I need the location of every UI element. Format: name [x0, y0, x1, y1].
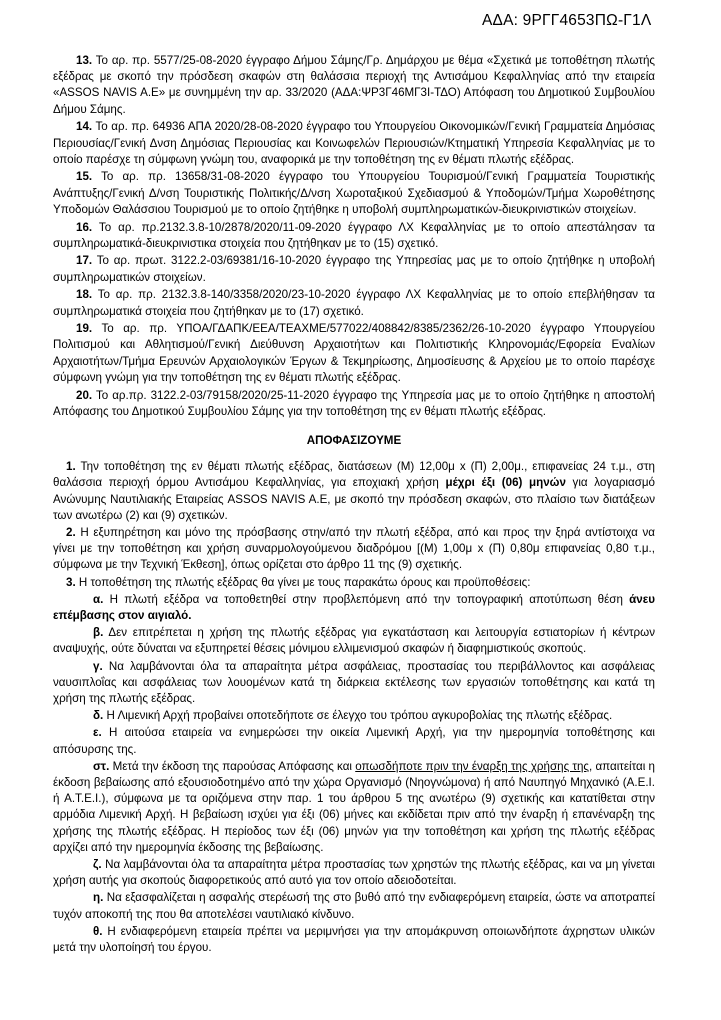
reference-number: 20.: [76, 388, 93, 402]
condition-beta: [53, 625, 655, 657]
condition-underlined-text: οπωσδήποτε πριν την έναρξη της χρήσης της: [355, 759, 590, 773]
condition-text: Να εξασφαλίζεται η ασφαλής στερέωσή της στο βυθό από την ενδιαφερόμενη εταιρεία, ώστε να αποτραπεί τυχόν αποκοπή της που θα αποτελέσει ναυτιλιακό κίνδυνο.: [53, 891, 655, 921]
condition-text: Η πλωτή εξέδρα να τοποθετηθεί στην προβλεπόμενη από την τοπογραφική αποτύπωση θέση: [109, 592, 630, 606]
condition-eta: [53, 890, 655, 922]
condition-letter: θ.: [93, 924, 103, 938]
condition-text: Η ενδιαφερόμενη εταιρεία πρέπει να μεριμνήσει για την απομάκρυνση οποιωνδήποτε άχρηστων υλικών μετά την υλοποίησή του έργου.: [53, 924, 655, 955]
reference-item: [53, 253, 655, 285]
condition-letter: γ.: [93, 659, 103, 673]
condition-alpha: [53, 592, 655, 624]
condition-text: Η αιτούσα εταιρεία να ενημερώσει την οικεία Λιμενική Αρχή, για την ημερομηνία τοποθέτησης και απόσυρσης της.: [53, 726, 655, 756]
reference-item: [53, 169, 655, 218]
decision-item-3: [53, 575, 655, 591]
decision-item-1: [53, 459, 655, 524]
reference-text: Το αρ. πρ. 64936 ΑΠΑ 2020/28-08-2020 έγγραφο του Υπουργείου Οικονομικών/Γενική Γραμματεία Δημόσιας Περιουσίας/Γενική Δνση Δημόσιας Περιουσίας και Κοινωφελών Περιουσιών/Κτηματική Υπηρεσία Κεφαλληνίας με το οποίο παρέσχε τη σύμφωνη γνώμη του, αναφορικά με την τοποθέτηση της εν θέματι πλωτής εξέδρας.: [53, 120, 655, 166]
condition-letter: ε.: [93, 726, 102, 740]
condition-st: [53, 759, 655, 856]
reference-text: Το αρ. πρ. 2132.3.8-140/3358/2020/23-10-2020 έγγραφο ΛΧ Κεφαλληνίας με το οποίο επεβλήθησαν τα συμπληρωματικά στοιχεία που ζητήθηκαν με το (17) σχετικό.: [53, 288, 655, 318]
reference-text: Το αρ.πρ. 3122.2-03/79158/2020/25-11-2020 έγγραφο της Υπηρεσία μας με το οποίο ζητήθηκε η αποστολή Απόφασης του Δημοτικού Συμβουλίου Σάμης για την τοποθέτηση της εν θέματι πλωτής εξέδρας.: [53, 388, 655, 418]
reference-number: 14.: [76, 120, 93, 134]
reference-item: [53, 321, 655, 386]
condition-text: Η Λιμενική Αρχή προβαίνει οποτεδήποτε σε έλεγχο του τρόπου αγκυροβολίας της πλωτής εξέδρας.: [106, 709, 613, 723]
condition-text: Μετά την έκδοση της παρούσας Απόφασης και: [112, 759, 356, 773]
reference-number: 16.: [76, 220, 93, 234]
condition-letter: δ.: [93, 709, 104, 723]
condition-letter: η.: [93, 891, 104, 905]
reference-number: 18.: [76, 288, 93, 302]
reference-number: 13.: [76, 54, 93, 67]
decision-bold-text: μέχρι έξι (06) μηνών: [445, 476, 566, 490]
condition-letter: α.: [93, 592, 104, 606]
condition-text: Να λαμβάνονται όλα τα απαραίτητα μέτρα προστασίας των χρηστών της πλωτής εξέδρας, και να μη γίνεται χρήση αυτής για σκοπούς διαφορετικούς από αυτό για τον οποίο αδειοδοτείται.: [53, 858, 655, 888]
condition-delta: [53, 708, 655, 724]
condition-epsilon: [53, 725, 655, 757]
condition-theta: [53, 924, 655, 956]
reference-text: Το αρ. πρ.2132.3.8-10/2878/2020/11-09-2020 έγγραφο ΛΧ Κεφαλληνίας με το οποίο απεστάλησαν τα συμπληρωματικά-διευκρινιστικα στοιχεία που ζητήθηκαν με το (15) σχετικό.: [53, 220, 656, 250]
condition-letter: στ.: [93, 759, 110, 773]
reference-text: Το αρ. πρ. ΥΠΟΑ/ΓΔΑΠΚ/ΕΕΑ/ΤΕΑΧΜΕ/577022/408842/8385/2362/26-10-2020 έγγραφο Υπουργείου Πολιτισμού και Αθλητισμού/Γενική Διεύθυνση Αρχαιοτήτων και Πολιτιστικής Κληρονομιάς/Εφορεία Εναλίων Αρχαιοτήτων/Τμήμα Ερευνών Αρχαιολογικών Έργων & Τεκμηρίωσης, Δημοσίευσης & Αρχείου με το οποίο παρέσχε σύμφωνη γνώμη για την τοποθέτηση της εν θέματι πλωτής εξέδρας.: [53, 322, 655, 384]
condition-zeta: [53, 857, 655, 889]
reference-item: [53, 53, 655, 118]
ada-code: ΑΔΑ: 9ΡΓΓ4653ΠΩ-Γ1Λ: [482, 12, 652, 29]
decision-text: Η τοποθέτηση της πλωτής εξέδρας θα γίνει με τους παρακάτω όρους και προϋποθέσεις:: [78, 575, 531, 589]
condition-letter: ζ.: [93, 858, 102, 872]
reference-number: 17.: [76, 254, 93, 268]
condition-text: Δεν επιτρέπεται η χρήση της πλωτής εξέδρας για εγκατάσταση και λειτουργία εστιατορίων ή κέντρων αναψυχής, ούτε δύναται να εξυπηρετεί θέσεις μόνιμου ελλιμενισμού σκαφών ή διαφημιστικούς σκοπούς.: [53, 626, 655, 656]
condition-bold-text: άνευ επέμβασης στον αιγιαλό.: [53, 592, 655, 622]
decision-number: 3.: [66, 575, 76, 589]
decision-text: Την τοποθέτηση της εν θέματι πλωτής εξέδρας, διατάσεων (Μ) 12,00μ x (Π) 2,00μ., επιφανείας 24 τ.μ., στη θαλάσσια περιοχή όρμου Αντισάμου Κεφαλληνίας, για εποχιακή χρήση: [53, 460, 655, 490]
document-body: [53, 53, 655, 957]
decision-number: 2.: [66, 525, 76, 539]
reference-text: Το αρ. πρωτ. 3122.2-03/69381/16-10-2020 έγγραφο της Υπηρεσίας μας με το οποίο ζητήθηκε η υποβολή συμπληρωματικών στοιχείων.: [53, 254, 655, 284]
condition-text: , απαιτείται η έκδοση βεβαίωσης από εξουσιοδοτημένο από την χώρα Οργανισμό (Νηογνώμονα) ή από Ναυπηγό Μηχανικό (Α.Ε.Ι. ή Α.Τ.Ε.Ι.), σύμφωνα με τα οριζόμενα στην παρ. 1 του άρθρου 5 της ανωτέρω (9) σχετικής και κατατίθεται στην αρμόδια Λιμενική Αρχή. Η βεβαίωση ισχύει για έξι (06) μήνες και εκδίδεται πριν από την έναρξη ή επανέναρξη της χρήσης της πλωτής εξέδρας. Η περίοδος των έξι (06) μηνών για την τοποθέτηση και χρήση της πλωτής εξέδρας αρχίζει από την ημερομηνία έκδοσης της βεβαίωσης.: [53, 759, 655, 854]
reference-item: [53, 287, 655, 319]
decision-text: Η εξυπηρέτηση και μόνο της πρόσβασης στην/από την πλωτή εξέδρα, από και προς την ξηρά αντίστοιχα να γίνει με την τοποθέτηση και χρήση συναρμολογούμενου διαδρόμου [(Μ) 1,00μ x (Π) 0,80μ επιφανείας 0,80 τ.μ., σύμφωνα με την Τεχνική Έκθεση], όπως ορίζεται στο άρθρο 11 της (9) σχετικής.: [53, 525, 655, 572]
reference-text: Το αρ. πρ. 5577/25-08-2020 έγγραφο Δήμου Σάμης/Γρ. Δημάρχου με θέμα «Σχετικά με τοποθέτηση πλωτής εξέδρας με σκοπό την πρόσδεση σκαφών στη θαλάσσια περιοχή της Αντισάμου Κεφαλληνίας από την εταιρεία «ASSOS NAVIS A.E» με συνημμένη την αρ. 33/2020 (ΑΔΑ:ΨΡ3Γ46ΜΓ3Ι-ΤΔΟ) Απόφαση του Δημοτικού Συμβουλίου Δήμου Σάμης.: [53, 54, 656, 116]
decision-text: για λογαριασμό Ανώνυμης Ναυτιλιακής Εταιρείας ASSOS NAVIS A.E, με σκοπό την πρόσδεση σκαφών, στο πλαίσιο των διατάξεων των ανωτέρω (2) και (9) σχετικών.: [53, 476, 655, 522]
decision-number: 1.: [66, 460, 76, 474]
condition-gamma: [53, 659, 655, 708]
condition-letter: β.: [93, 626, 104, 640]
reference-item: [53, 388, 655, 420]
reference-item: [53, 220, 655, 252]
reference-number: 15.: [76, 170, 93, 184]
decision-heading: ΑΠΟΦΑΣΙΖΟΥΜΕ: [306, 433, 402, 447]
reference-item: [53, 119, 655, 168]
reference-text: Το αρ. πρ. 13658/31-08-2020 έγγραφο του Υπουργείου Τουρισμού/Γενική Γραμματεία Τουριστικής Ανάπτυξης/Γενική Δ/νση Τουριστικής Πολιτικής/Δ/νση Χωροταξικού Σχεδιασμού & Υποδομών/Τμήμα Χωροθέτησης Υποδομών Θαλάσσιου Τουρισμού με το οποίο ζητήθηκε η υποβολή συμπληρωματικών-διευκρινιστικών στοιχείων.: [53, 170, 655, 216]
decision-item-2: [53, 525, 655, 574]
reference-number: 19.: [76, 322, 93, 336]
condition-text: Να λαμβάνονται όλα τα απαραίτητα μέτρα ασφάλειας, προστασίας του περιβάλλοντος και ασφάλειας ναυσιπλοΐας και ασφάλειας των λουομένων κατά τη διάρκεια εκτέλεσης των εργασιών τοποθέτησης και κατά τη χρήση της πλωτής εξέδρας.: [53, 659, 655, 706]
